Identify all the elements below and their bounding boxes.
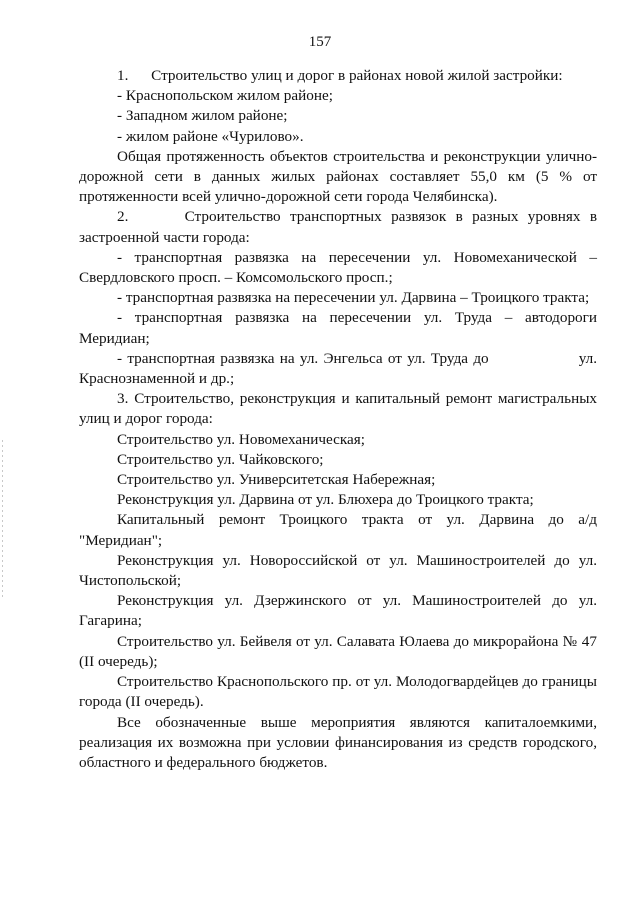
list-item: Строительство ул. Чайковского;	[117, 450, 324, 468]
section-3-heading: 3. Строительство, реконструкция и капитальный ремонт магистральных улиц и дорог города:	[79, 390, 597, 428]
page-number: 157	[308, 34, 332, 50]
document-body	[79, 66, 597, 773]
section-1-heading: 1. Строительство улиц и дорог в районах новой жилой застройки:	[117, 67, 563, 84]
list-item: Реконструкция ул. Новороссийской от ул. Машиностроителей до ул. Чистопольской;	[79, 551, 597, 590]
list-item: - транспортная развязка на пересечении ул. Труда – автодороги Меридиан;	[79, 309, 597, 347]
list-item: - транспортная развязка на ул. Энгельса от ул. Труда до ул. Краснознаменной и др.;	[79, 349, 597, 388]
list-item: - транспортная развязка на пересечении ул. Новомеханической – Свердловского просп. – Комсомольского просп.;	[79, 248, 597, 287]
list-item: - транспортная развязка на пересечении ул. Дарвина – Троицкого тракта;	[117, 289, 590, 307]
paragraph-length-summary: Общая протяженность объектов строительства и реконструкции улично-дорожной сети в данных жилых районах составляет 55,0 км (5 % от протяженности всей улично-дорожной сети города Челябинска).	[79, 147, 597, 206]
list-item: Реконструкция ул. Дарвина от ул. Блюхера до Троицкого тракта;	[117, 491, 534, 509]
paragraph-conclusion: Все обозначенные выше мероприятия являются капиталоемкими, реализация их возможна при условии финансирования из средств городского, областного и федерального бюджетов.	[79, 713, 597, 771]
list-item: Капитальный ремонт Троицкого тракта от ул. Дарвина до а/д "Меридиан";	[79, 511, 597, 549]
list-item: - Западном жилом районе;	[117, 107, 288, 125]
list-item: - Краснопольском жилом районе;	[117, 87, 333, 105]
list-item: Строительство ул. Университетская Набережная;	[117, 471, 436, 489]
list-item: Строительство ул. Бейвеля от ул. Салавата Юлаева до микрорайона № 47 (II очередь);	[79, 632, 597, 670]
list-item: Строительство Краснопольского пр. от ул. Молодогвардейцев до границы города (II очередь).	[79, 673, 597, 711]
section-2-heading: 2. Строительство транспортных развязок в разных уровнях в застроенной части города:	[79, 208, 597, 246]
list-item: Строительство ул. Новомеханическая;	[117, 430, 365, 448]
list-item: Реконструкция ул. Дзержинского от ул. Машиностроителей до ул. Гагарина;	[79, 592, 597, 630]
list-item: - жилом районе «Чурилово».	[117, 127, 304, 145]
margin-scan-mark	[2, 440, 3, 600]
